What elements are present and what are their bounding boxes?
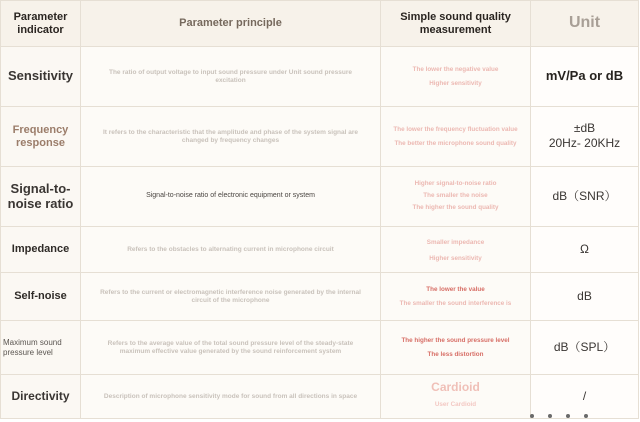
measure-line: The smaller the noise	[423, 191, 488, 199]
row-unit-max-spl	[531, 321, 639, 375]
measure-line: The lower the value	[426, 286, 485, 294]
row-unit-self-noise	[531, 273, 639, 321]
measure-line: Higher signal-to-noise ratio	[414, 179, 497, 187]
row-name-max-spl: Maximum sound pressure level	[1, 321, 81, 375]
row-unit-frequency-response	[531, 107, 639, 167]
row-principle-self-noise: Refers to the current or electromagnetic interference noise generated by the internal circuit of the microphone	[81, 273, 381, 321]
measure-line: The better the microphone sound quality	[394, 139, 517, 147]
row-principle-impedance: Refers to the obstacles to alternating current in microphone circuit	[81, 227, 381, 273]
table-row	[1, 107, 639, 167]
row-name-directivity: Directivity	[1, 375, 81, 419]
row-measure-signal-to-noise	[381, 167, 531, 227]
measure-line: Cardioid	[431, 379, 480, 394]
measure-line: Smaller impedance	[426, 239, 485, 247]
header-indicator: Parameter indicator	[1, 1, 81, 47]
row-principle-sensitivity: The ratio of output voltage to input sound pressure under Unit sound pressure excitation	[81, 47, 381, 107]
edge-dots	[530, 414, 588, 418]
row-name-impedance: Impedance	[1, 227, 81, 273]
row-unit-signal-to-noise	[531, 167, 639, 227]
row-unit-directivity	[531, 375, 639, 419]
row-measure-sensitivity	[381, 47, 531, 107]
dot-marker	[548, 414, 552, 418]
table-row	[1, 167, 639, 227]
unit-line: 20Hz- 20KHz	[548, 136, 621, 150]
row-measure-max-spl	[381, 321, 531, 375]
measure-line: The higher the sound quality	[412, 204, 499, 212]
unit-line: /	[582, 388, 587, 403]
row-principle-frequency-response: It refers to the characteristic that the amplitude and phase of the system signal are changed by frequency changes	[81, 107, 381, 167]
table-row	[1, 273, 639, 321]
row-principle-max-spl: Refers to the average value of the total sound pressure level of the steady-state maximum effective value generated by the sound reinforcement system	[81, 321, 381, 375]
measure-line: Higher sensitivity	[429, 254, 482, 262]
header-unit: Unit	[531, 1, 639, 47]
row-name-frequency-response: Frequency response	[1, 107, 81, 167]
row-name-self-noise: Self-noise	[1, 273, 81, 321]
unit-line: ±dB	[573, 121, 596, 136]
measure-line: The lower the frequency fluctuation value	[393, 126, 518, 134]
unit-line: dB	[577, 288, 592, 303]
dot-marker	[530, 414, 534, 418]
measure-line: The less distortion	[427, 350, 484, 358]
unit-line: Ω	[580, 241, 589, 256]
table-row	[1, 227, 639, 273]
header-principle: Parameter principle	[81, 1, 381, 47]
row-measure-self-noise	[381, 273, 531, 321]
unit-line: dB（SPL）	[553, 339, 616, 354]
measure-line: The lower the negative value	[412, 66, 499, 74]
row-measure-impedance	[381, 227, 531, 273]
row-principle-directivity: Description of microphone sensitivity mode for sound from all directions in space	[81, 375, 381, 419]
row-unit-sensitivity	[531, 47, 639, 107]
header-row	[1, 1, 639, 47]
row-name-sensitivity: Sensitivity	[1, 47, 81, 107]
dot-marker	[566, 414, 570, 418]
measure-line: The smaller the sound interference is	[399, 299, 512, 307]
dot-marker	[584, 414, 588, 418]
header-measurement: Simple sound quality measurement	[381, 1, 531, 47]
row-measure-frequency-response	[381, 107, 531, 167]
row-name-signal-to-noise: Signal-to-noise ratio	[1, 167, 81, 227]
table-row	[1, 375, 639, 419]
row-unit-impedance	[531, 227, 639, 273]
unit-line: dB（SNR）	[552, 188, 617, 203]
unit-line: mV/Pa or dB	[545, 68, 624, 84]
measure-line: The higher the sound pressure level	[401, 337, 510, 345]
measure-line: Higher sensitivity	[429, 79, 482, 87]
row-principle-signal-to-noise: Signal-to-noise ratio of electronic equipment or system	[81, 167, 381, 227]
table-row	[1, 47, 639, 107]
table-row	[1, 321, 639, 375]
row-measure-directivity	[381, 375, 531, 419]
measure-line: User Cardioid	[434, 400, 477, 408]
